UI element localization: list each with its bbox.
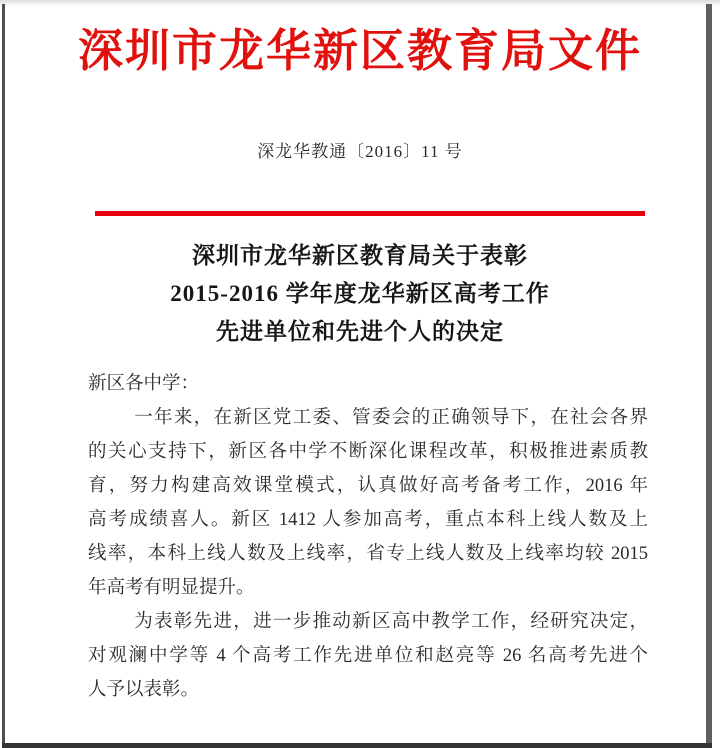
body-text-line: 对观澜中学等 4 个高考工作先进单位和赵亮等 26 名高考先进个	[88, 646, 648, 666]
body-text-line: 新区各中学：	[88, 374, 200, 394]
document-title-line: 先进单位和先进个人的决定	[216, 319, 504, 344]
body-text-line: 的关心支持下，新区各中学不断深化课程改革，积极推进素质教	[88, 442, 648, 462]
page-bottom-border	[2, 743, 712, 748]
page-left-border	[2, 4, 5, 746]
body-text-line: 人予以表彰。	[88, 680, 200, 700]
body-text-line: 高考成绩喜人。新区 1412 人参加高考，重点本科上线人数及上	[88, 510, 648, 530]
document-title	[0, 237, 720, 351]
body-text-line: 年高考有明显提升。	[88, 578, 255, 598]
document-title-line: 深圳市龙华新区教育局关于表彰	[192, 243, 528, 268]
page-top-shadow	[0, 0, 720, 6]
body-text-line: 育，努力构建高效课堂模式，认真做好高考备考工作，2016 年	[88, 476, 648, 496]
body-text-line: 一年来，在新区党工委、管委会的正确领导下，在社会各界	[134, 408, 648, 428]
body-text-line: 线率，本科上线人数及上线率，省专上线人数及上线率均较 2015	[88, 544, 648, 564]
page-right-border	[706, 4, 712, 746]
document-body-text	[0, 367, 720, 707]
red-divider-line	[95, 211, 645, 216]
agency-letterhead-title: 深圳市龙华新区教育局文件	[77, 26, 642, 76]
document-title-line: 2015-2016 学年度龙华新区高考工作	[170, 281, 550, 306]
document-reference-number: 深龙华教通〔2016〕11 号	[257, 142, 463, 161]
body-text-line: 为表彰先进，进一步推动新区高中教学工作，经研究决定，	[134, 612, 648, 632]
